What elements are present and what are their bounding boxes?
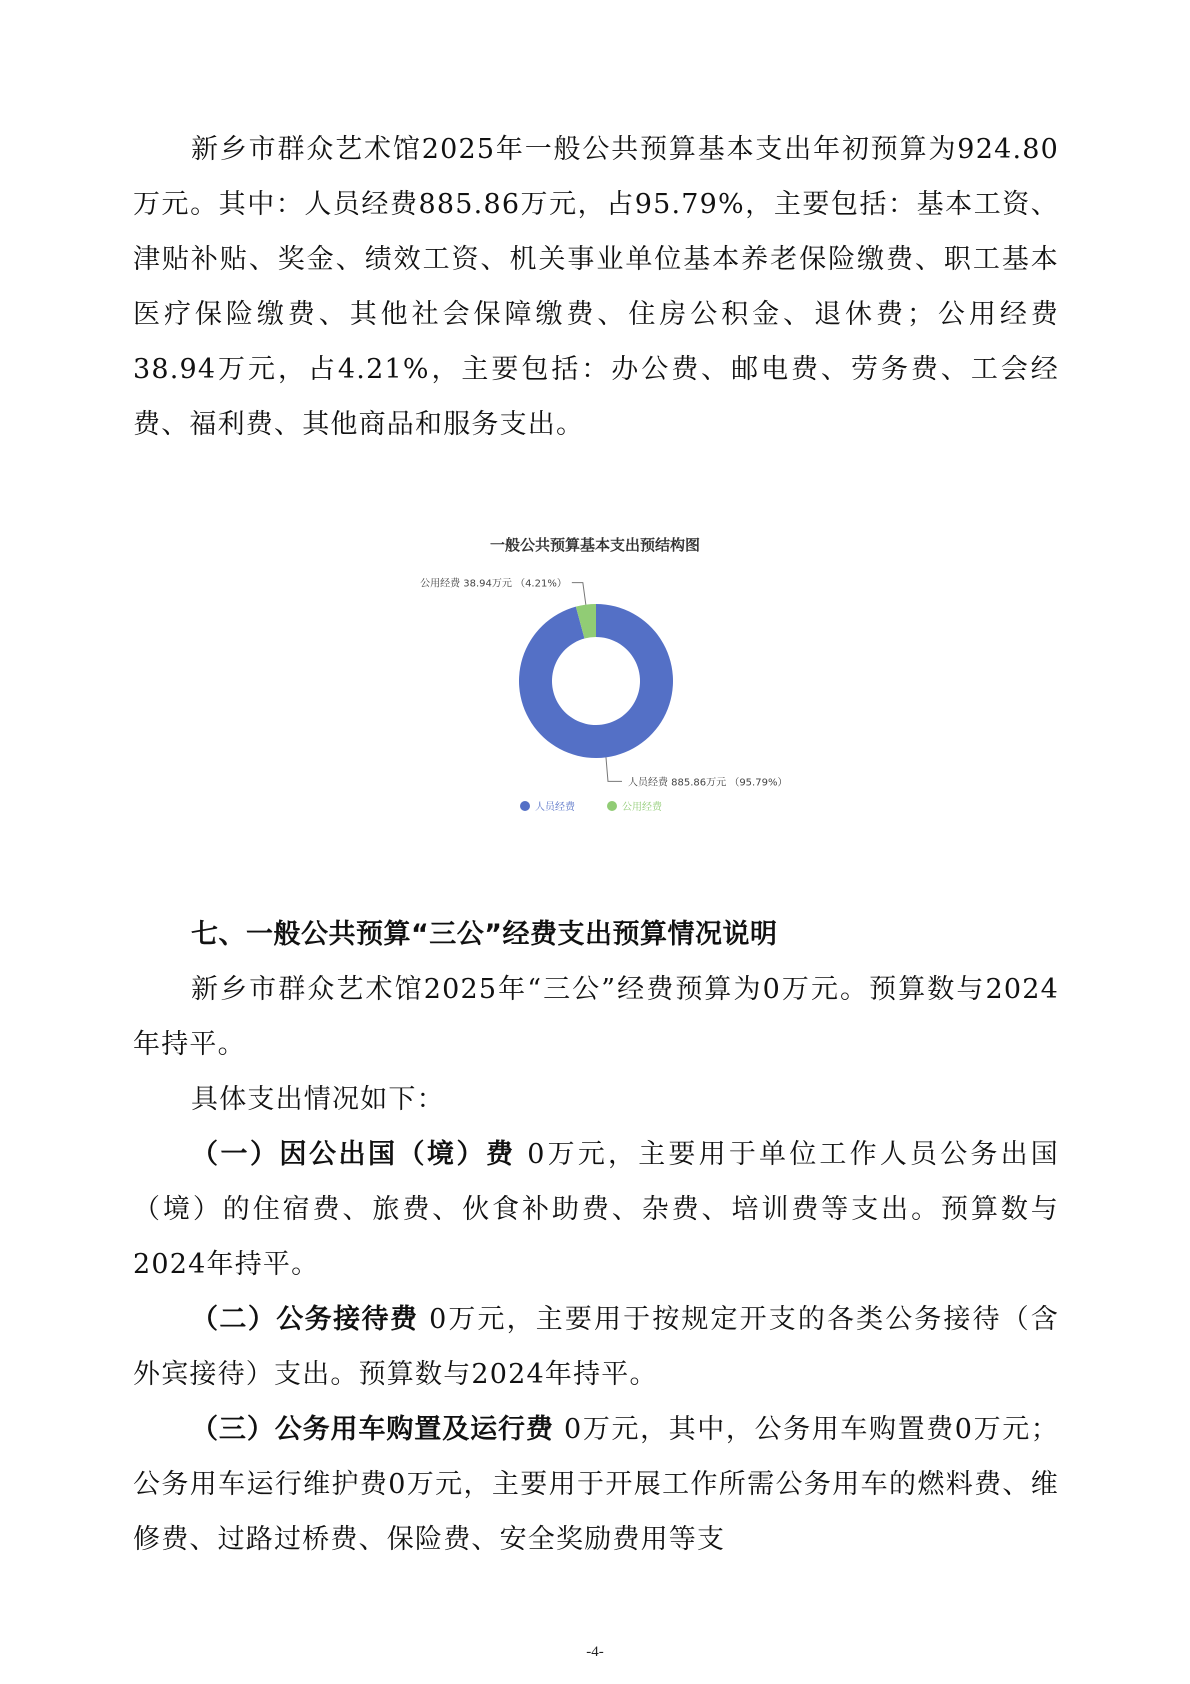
section-heading: 七、一般公共预算“三公”经费支出预算情况说明 (191, 919, 778, 950)
item-label: （二）公务接待费 (191, 1304, 419, 1335)
details-lead: 具体支出情况如下： (191, 1084, 445, 1115)
three-public-intro: 新乡市群众艺术馆2025年“三公”经费预算为0万元。预算数与2024年持平。 (133, 974, 1059, 1060)
item-label: （一）因公出国（境）费 (191, 1139, 516, 1170)
item-text: 0万元，其中，公务用车购置费0万元；公务用车运行维护费0万元，主要用于开展工作所需公务用车的燃料费、维修费、过路过桥费、保险费、安全奖励费用等支 (133, 1414, 1060, 1555)
legend-label-public[interactable]: 公用经费 (622, 802, 662, 813)
item-label: （三）公务用车购置及运行费 (191, 1414, 554, 1445)
item-text: 0万元，主要用于单位工作人员公务出国（境）的住宿费、旅费、伙食补助费、杂费、培训费等支出。预算数与2024年持平。 (133, 1139, 1060, 1280)
budget-summary-section (133, 122, 1059, 452)
item-text: 0万元，主要用于按规定开支的各类公务接待（含外宾接待）支出。预算数与2024年持平。 (133, 1304, 1059, 1390)
legend-label-personnel[interactable]: 人员经费 (535, 802, 575, 813)
expenditure-structure-chart (360, 520, 830, 840)
legend-marker-public[interactable] (607, 801, 617, 811)
chart-title: 一般公共预算基本支出预结构图 (489, 536, 700, 554)
item-vehicles (133, 1402, 1059, 1567)
basic-expenditure-paragraph: 新乡市群众艺术馆2025年一般公共预算基本支出年初预算为924.80万元。其中：人员经费885.86万元，占95.79%，主要包括：基本工资、津贴补贴、奖金、绩效工资、机关事业单位基本养老保险缴费、职工基本医疗保险缴费、其他社会保障缴费、住房公积金、退休费；公用经费38.94万元，占4.21%，主要包括：办公费、邮电费、劳务费、工会经费、福利费、其他商品和服务支出。 (133, 134, 1059, 440)
data-label-public: 公用经费 38.94万元 （4.21%） (420, 578, 567, 590)
item-reception (133, 1292, 1059, 1402)
item-overseas-travel (133, 1127, 1059, 1292)
leader-line-personnel (606, 757, 622, 781)
page-number: -4- (586, 1644, 604, 1660)
donut-chart-svg (360, 520, 830, 840)
legend-marker-personnel[interactable] (520, 801, 530, 811)
three-public-section (133, 907, 1059, 1567)
leader-line-public (572, 583, 586, 605)
data-label-personnel: 人员经费 885.86万元 （95.79%） (627, 777, 788, 789)
